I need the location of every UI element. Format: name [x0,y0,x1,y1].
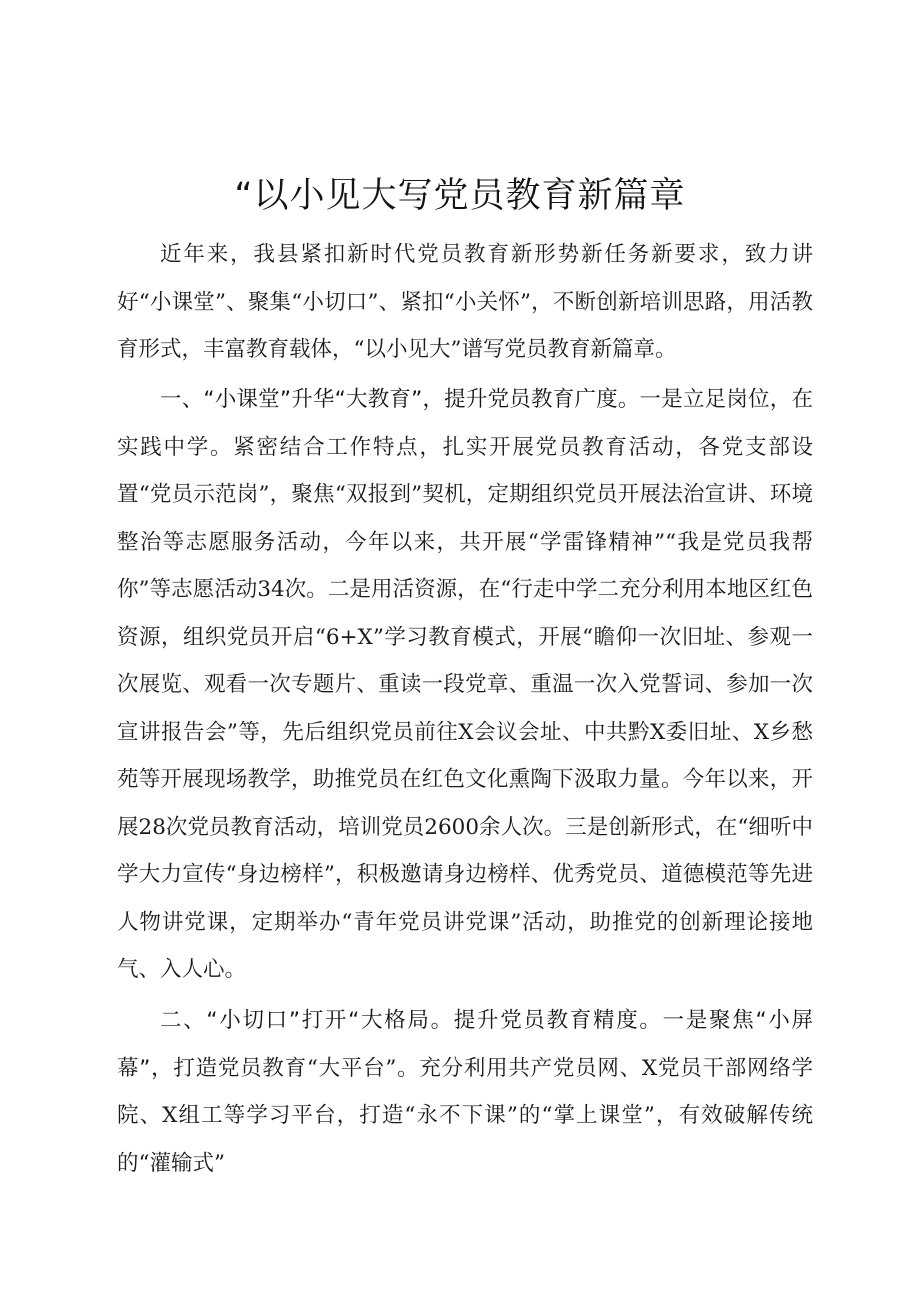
paragraph-section-1-text: 一是立足岗位，在实践中学。紧密结合工作特点，扎实开展党员教育活动，各党支部设置“党员示范岗”，聚焦“双报到”契机，定期组织党员开展法治宣讲、环境整治等志愿服务活动，今年以来，共开展“学雷锋精神”“我是党员我帮你”等志愿活动34次。二是用活资源，在“行走中学二充分利用本地区红色资源，组织党员开启“6+X”学习教育模式，开展“瞻仰一次旧址、参观一次展览、观看一次专题片、重读一段党章、重温一次入党誓词、参加一次宣讲报告会”等，先后组织党员前往X会议会址、中共黔X委旧址、X乡愁苑等开展现场教学，助推党员在红色文化熏陶下汲取力量。今年以来，开展28次党员教育活动，培训党员2600余人次。三是创新形式，在“细听中学大力宣传“身边榜样”，积极邀请身边榜样、优秀党员、道德模范等先进人物讲党课，定期举办“青年党员讲党课”活动，助推党的创新理论接地气、入人心。 [117,387,813,982]
paragraph-section-2 [117,997,813,1187]
paragraph-intro-text: 近年来，我县紧扣新时代党员教育新形势新任务新要求，致力讲好“小课堂”、聚集“小切口”、紧扣“小关怀”，不断创新培训思路，用活教育形式，丰富教育载体，“以小见大”谱写党员教育新篇章。 [117,242,813,362]
paragraph-section-2-text: 党员教育“大平台”。充分利用共产党员网、X党员干部网络学院、X组工等学习平台，打造“永不下课”的“掌上课堂”，有效破解传统的“灌输式” [117,1055,814,1176]
paragraph-section-2-lead: 二、“小切口”打开“大格局。提升党员教育精度。一是聚焦“小屏幕”，打造 [117,1008,813,1081]
paragraph-section-1 [117,376,813,994]
paragraph-section-1-lead: 一、“小课堂”升华“大教育”，提升党员教育广度。 [160,387,640,412]
document-title: “以小见大写党员教育新篇章 [234,176,686,216]
paragraph-intro [117,231,813,374]
